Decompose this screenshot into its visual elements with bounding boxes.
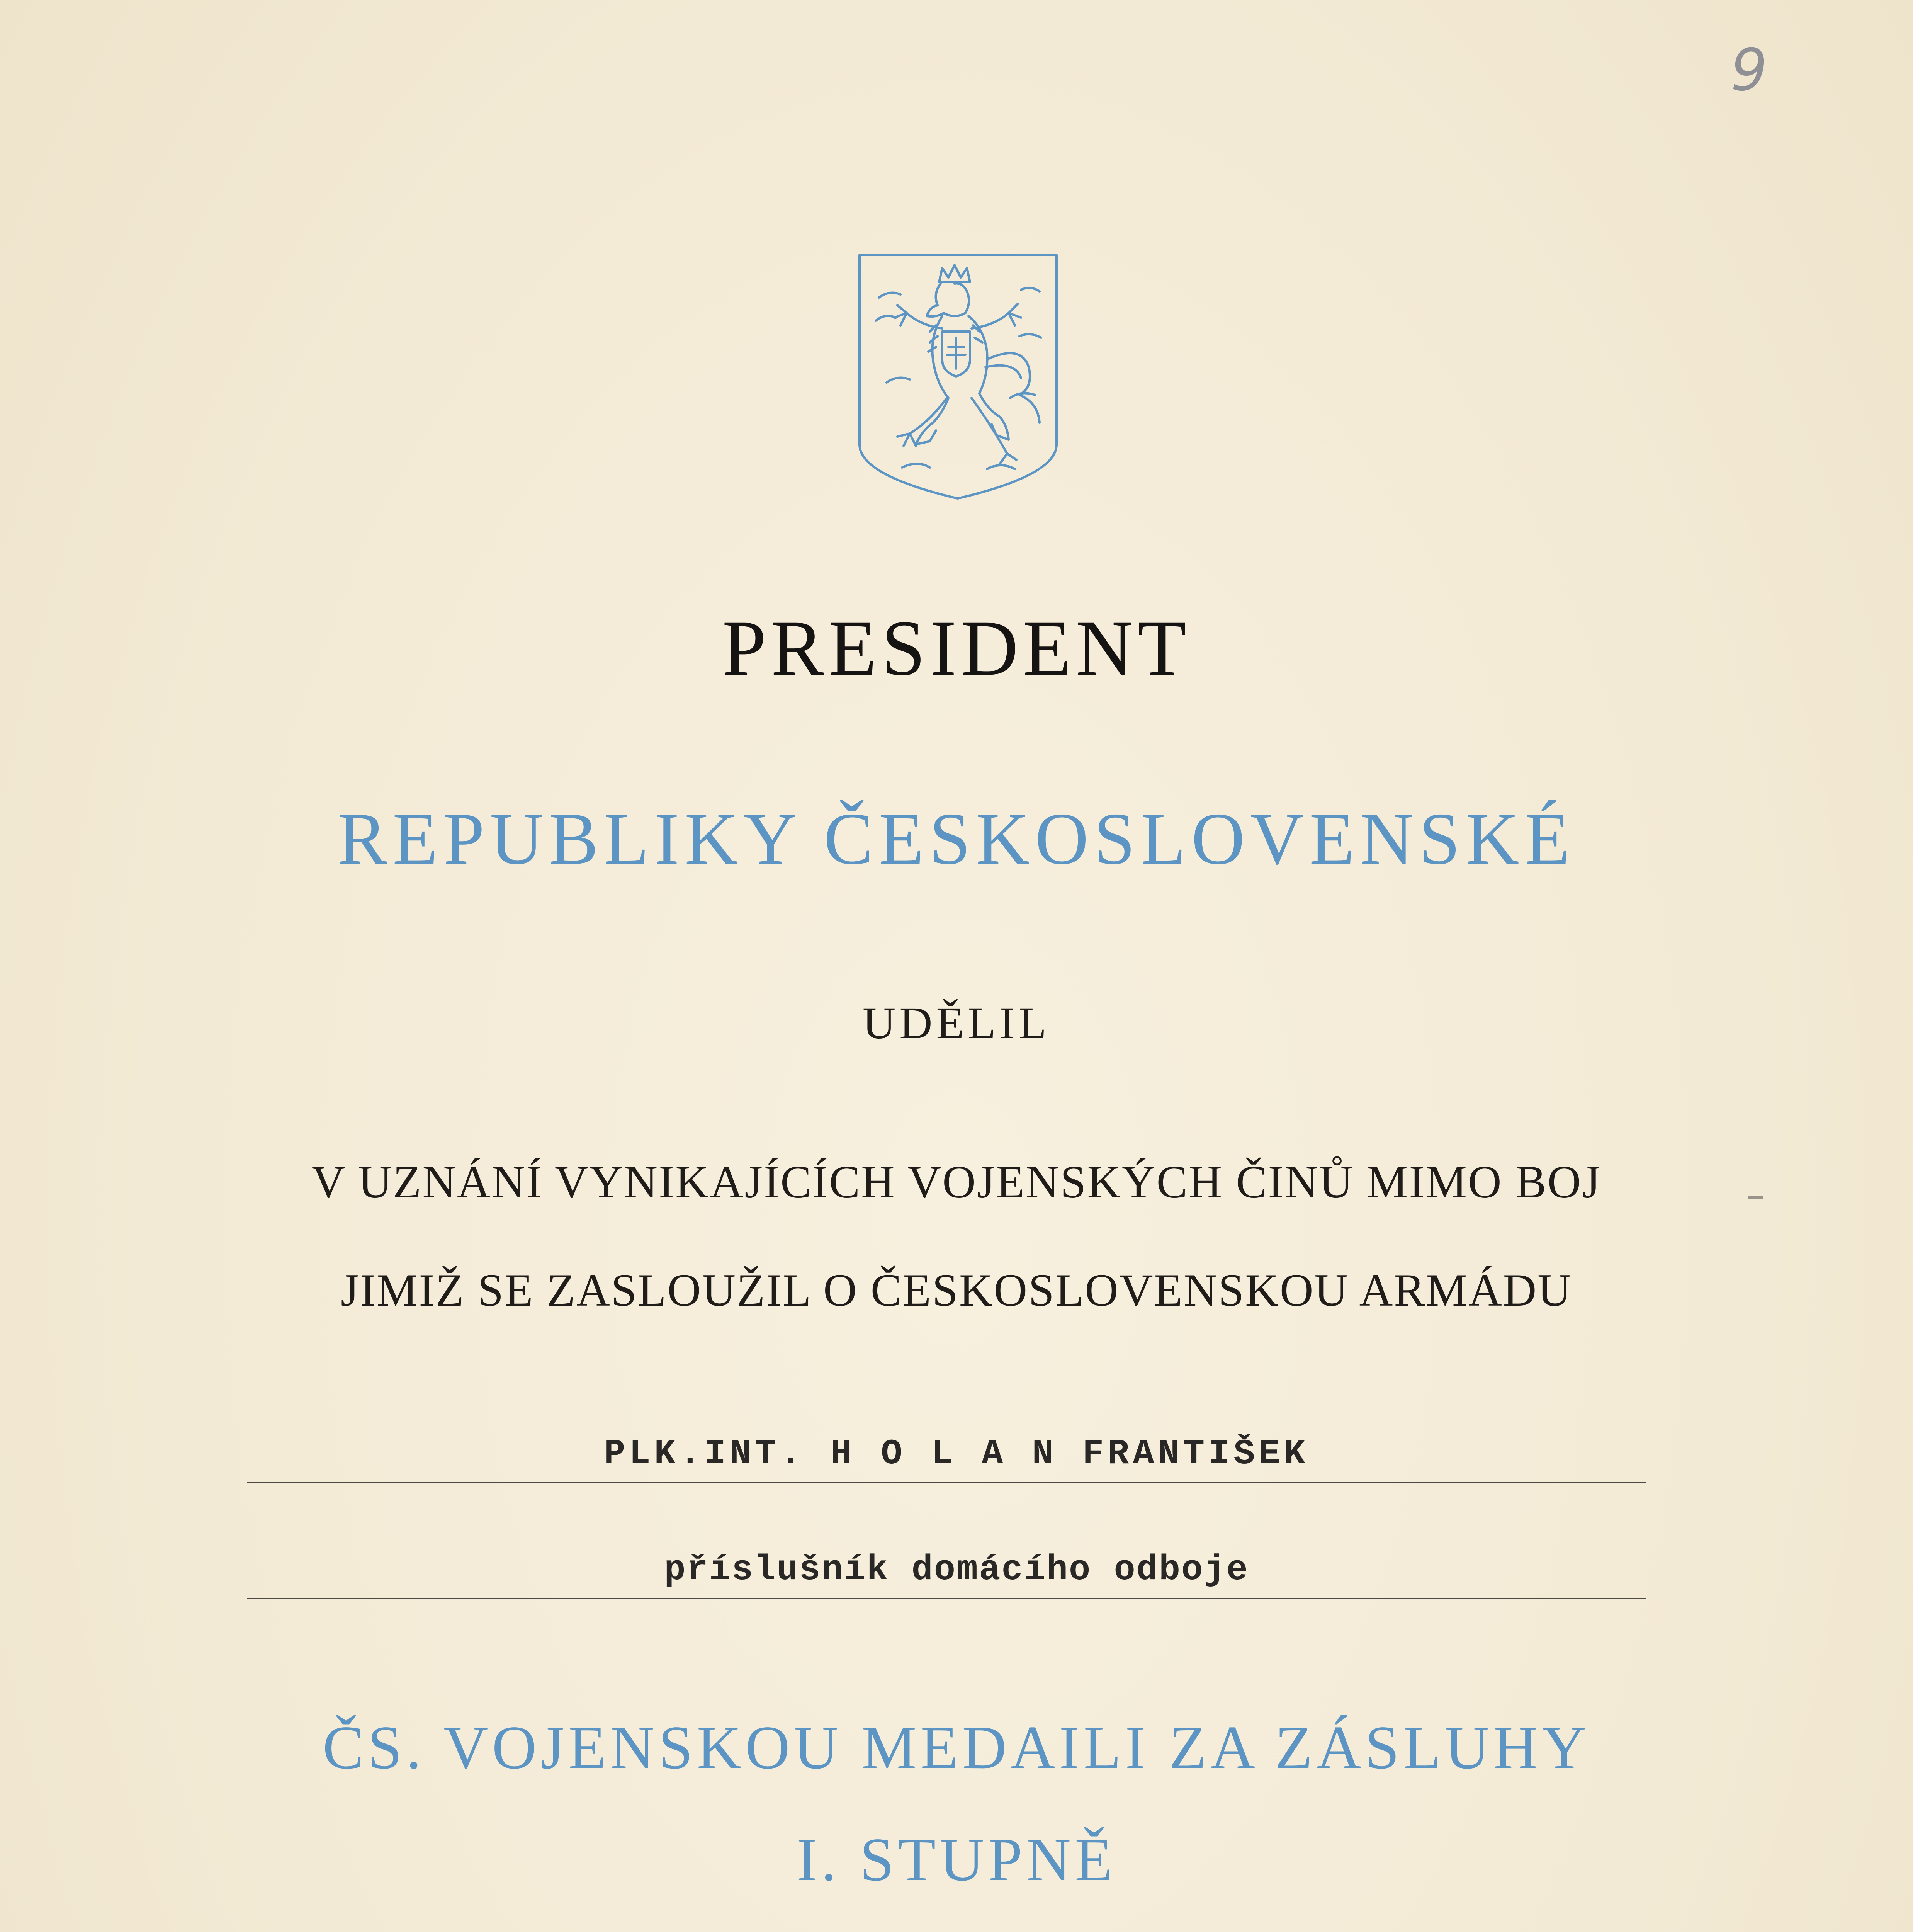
edge-mark bbox=[1748, 1196, 1763, 1199]
award-name-line-2: I. STUPNĚ bbox=[797, 1825, 1116, 1894]
republic-heading: REPUBLIKY ČESKOSLOVENSKÉ bbox=[338, 798, 1575, 880]
recognition-line-2: JIMIŽ SE ZASLOUŽIL O ČESKOSLOVENSKOU ARMÁDU bbox=[341, 1264, 1572, 1316]
page-number: 9 bbox=[1731, 37, 1768, 104]
czechoslovak-coat-of-arms-icon bbox=[856, 251, 1060, 502]
recipient-name: PLK.INT. H O L A N FRANTIŠEK bbox=[604, 1434, 1309, 1474]
recognition-line-1: V UZNÁNÍ VYNIKAJÍCÍCH VOJENSKÝCH ČINŮ MIMO BOJ bbox=[311, 1156, 1602, 1208]
awarded-text: UDĚLIL bbox=[863, 998, 1050, 1048]
affiliation-underline bbox=[247, 1598, 1646, 1599]
recipient-affiliation: příslušník domácího odboje bbox=[664, 1549, 1249, 1590]
award-name-line-1: ČS. VOJENSKOU MEDAILI ZA ZÁSLUHY bbox=[323, 1713, 1590, 1782]
recipient-underline bbox=[247, 1482, 1646, 1483]
president-heading: PRESIDENT bbox=[722, 604, 1191, 692]
